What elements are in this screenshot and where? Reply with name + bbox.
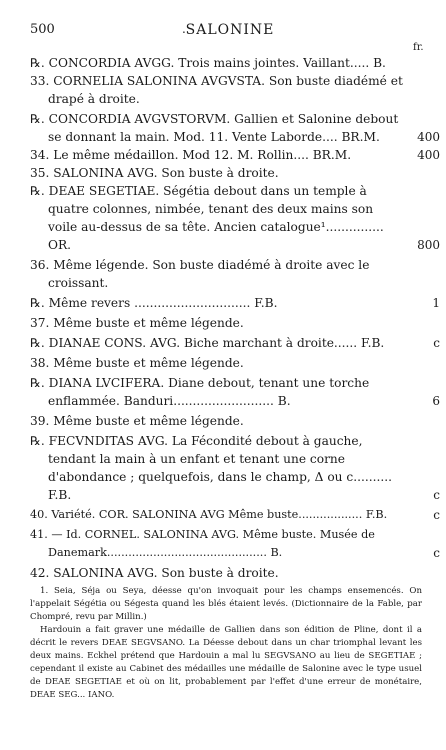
- entry-text: 41. — Id. CORNEL. SALONINA AVG. Même buste. Musée de Danemark............................................. B.: [30, 528, 375, 559]
- entry-text: ℞. DIANA LVCIFERA. Diane debout, tenant une torche enflammée. Banduri.......................... B.: [30, 376, 370, 408]
- catalogue-entry: [30, 314, 440, 332]
- catalogue-entries: [30, 54, 440, 582]
- entry-value: 1: [432, 296, 440, 310]
- catalogue-entry: [30, 506, 440, 524]
- catalogue-entry: [30, 334, 440, 352]
- catalogue-entry: [30, 182, 440, 254]
- entry-text: 36. Même légende. Son buste diadémé à droite avec le croissant.: [30, 258, 370, 290]
- catalogue-entry: [30, 54, 440, 72]
- entry-text: ℞. Même revers .............................. F.B.: [30, 296, 278, 310]
- catalogue-entry: [30, 256, 440, 292]
- entry-text: 34. Le même médaillon. Mod 12. M. Rollin.... BR.M.: [30, 148, 352, 162]
- catalogue-entry: [30, 164, 440, 182]
- catalogue-entry: [30, 72, 440, 108]
- catalogue-entry: [30, 374, 440, 410]
- footnote: 1. Seia, Séja ou Seya, déesse qu'on invoquait pour les champs ensemencés. On l'appelait Ségétia ou Ségesta quand les blés étaient levés. (Dictionnaire de la Fable, par Chompré, revu par Millin.): [30, 586, 422, 622]
- footnote: Hardouin a fait graver une médaille de Gallien dans son édition de Pline, dont il a décrit le revers DEAE SEGVSANO. La Déesse debout dans un char triomphal levant les deux mains. Eckhel prétend que Hardouin a mal lu SEGVSANO au lieu de SEGETIAE ; cependant il existe au Cabinet des médailles une médaille de Salonine avec le type usuel de DEAE SEGETIAE et où on lit, probablement par l'effet d'une erreur de monétaire, DEAE SEG... IANO.: [30, 625, 422, 700]
- entry-value: 400: [417, 148, 440, 162]
- entry-text: 42. SALONINA AVG. Son buste à droite.: [30, 566, 279, 580]
- catalogue-entry: [30, 146, 440, 164]
- running-head: SALONINE: [185, 22, 275, 38]
- catalogue-entry: [30, 432, 440, 504]
- entry-text: 38. Même buste et même légende.: [30, 356, 244, 370]
- entry-text: 40. Variété. COR. SALONINA AVG Même buste.................. F.B.: [30, 508, 388, 521]
- catalogue-entry: [30, 354, 440, 372]
- entry-value: c: [433, 546, 440, 560]
- entry-text: ℞. CONCORDIA AVGG. Trois mains jointes. Vaillant..... B.: [30, 56, 386, 70]
- entry-value: 400: [417, 130, 440, 144]
- entry-text: 35. SALONINA AVG. Son buste à droite.: [30, 166, 279, 180]
- entry-text: ℞. DEAE SEGETIAE. Ségétia debout dans un temple à quatre colonnes, nimbée, tenant des deux mains son voile au-dessus de sa tête. Ancien catalogue¹............... OR.: [30, 184, 384, 252]
- entry-text: 37. Même buste et même légende.: [30, 316, 244, 330]
- page-header: [30, 22, 430, 42]
- catalogue-entry: [30, 526, 440, 562]
- catalogue-entry: [30, 412, 440, 430]
- page-number: 500: [30, 22, 55, 37]
- header-dot: .: [182, 22, 186, 36]
- entry-value: c: [433, 336, 440, 350]
- entry-value: 800: [417, 238, 440, 252]
- catalogue-entry: [30, 564, 440, 582]
- entry-value: 6: [432, 394, 440, 408]
- entry-value: c: [433, 508, 440, 522]
- catalogue-entry: [30, 110, 440, 146]
- entry-text: 39. Même buste et même légende.: [30, 414, 244, 428]
- entry-text: 33. CORNELIA SALONINA AVGVSTA. Son buste diadémé et drapé à droite.: [30, 74, 403, 106]
- entry-text: ℞. FECVNDITAS AVG. La Fécondité debout à gauche, tendant la main à un enfant et tenant une corne d'abondance ; quelquefois, dans le champ, Δ ou c.......... F.B.: [30, 434, 392, 502]
- entry-value: c: [433, 488, 440, 502]
- footnotes: [30, 585, 422, 702]
- unit-column-label: fr.: [413, 42, 424, 53]
- catalogue-entry: [30, 294, 440, 312]
- entry-text: ℞. DIANAE CONS. AVG. Biche marchant à droite...... F.B.: [30, 336, 385, 350]
- entry-text: ℞. CONCORDIA AVGVSTORVM. Gallien et Salonine debout se donnant la main. Mod. 11. Vente Laborde.... BR.M.: [30, 112, 399, 144]
